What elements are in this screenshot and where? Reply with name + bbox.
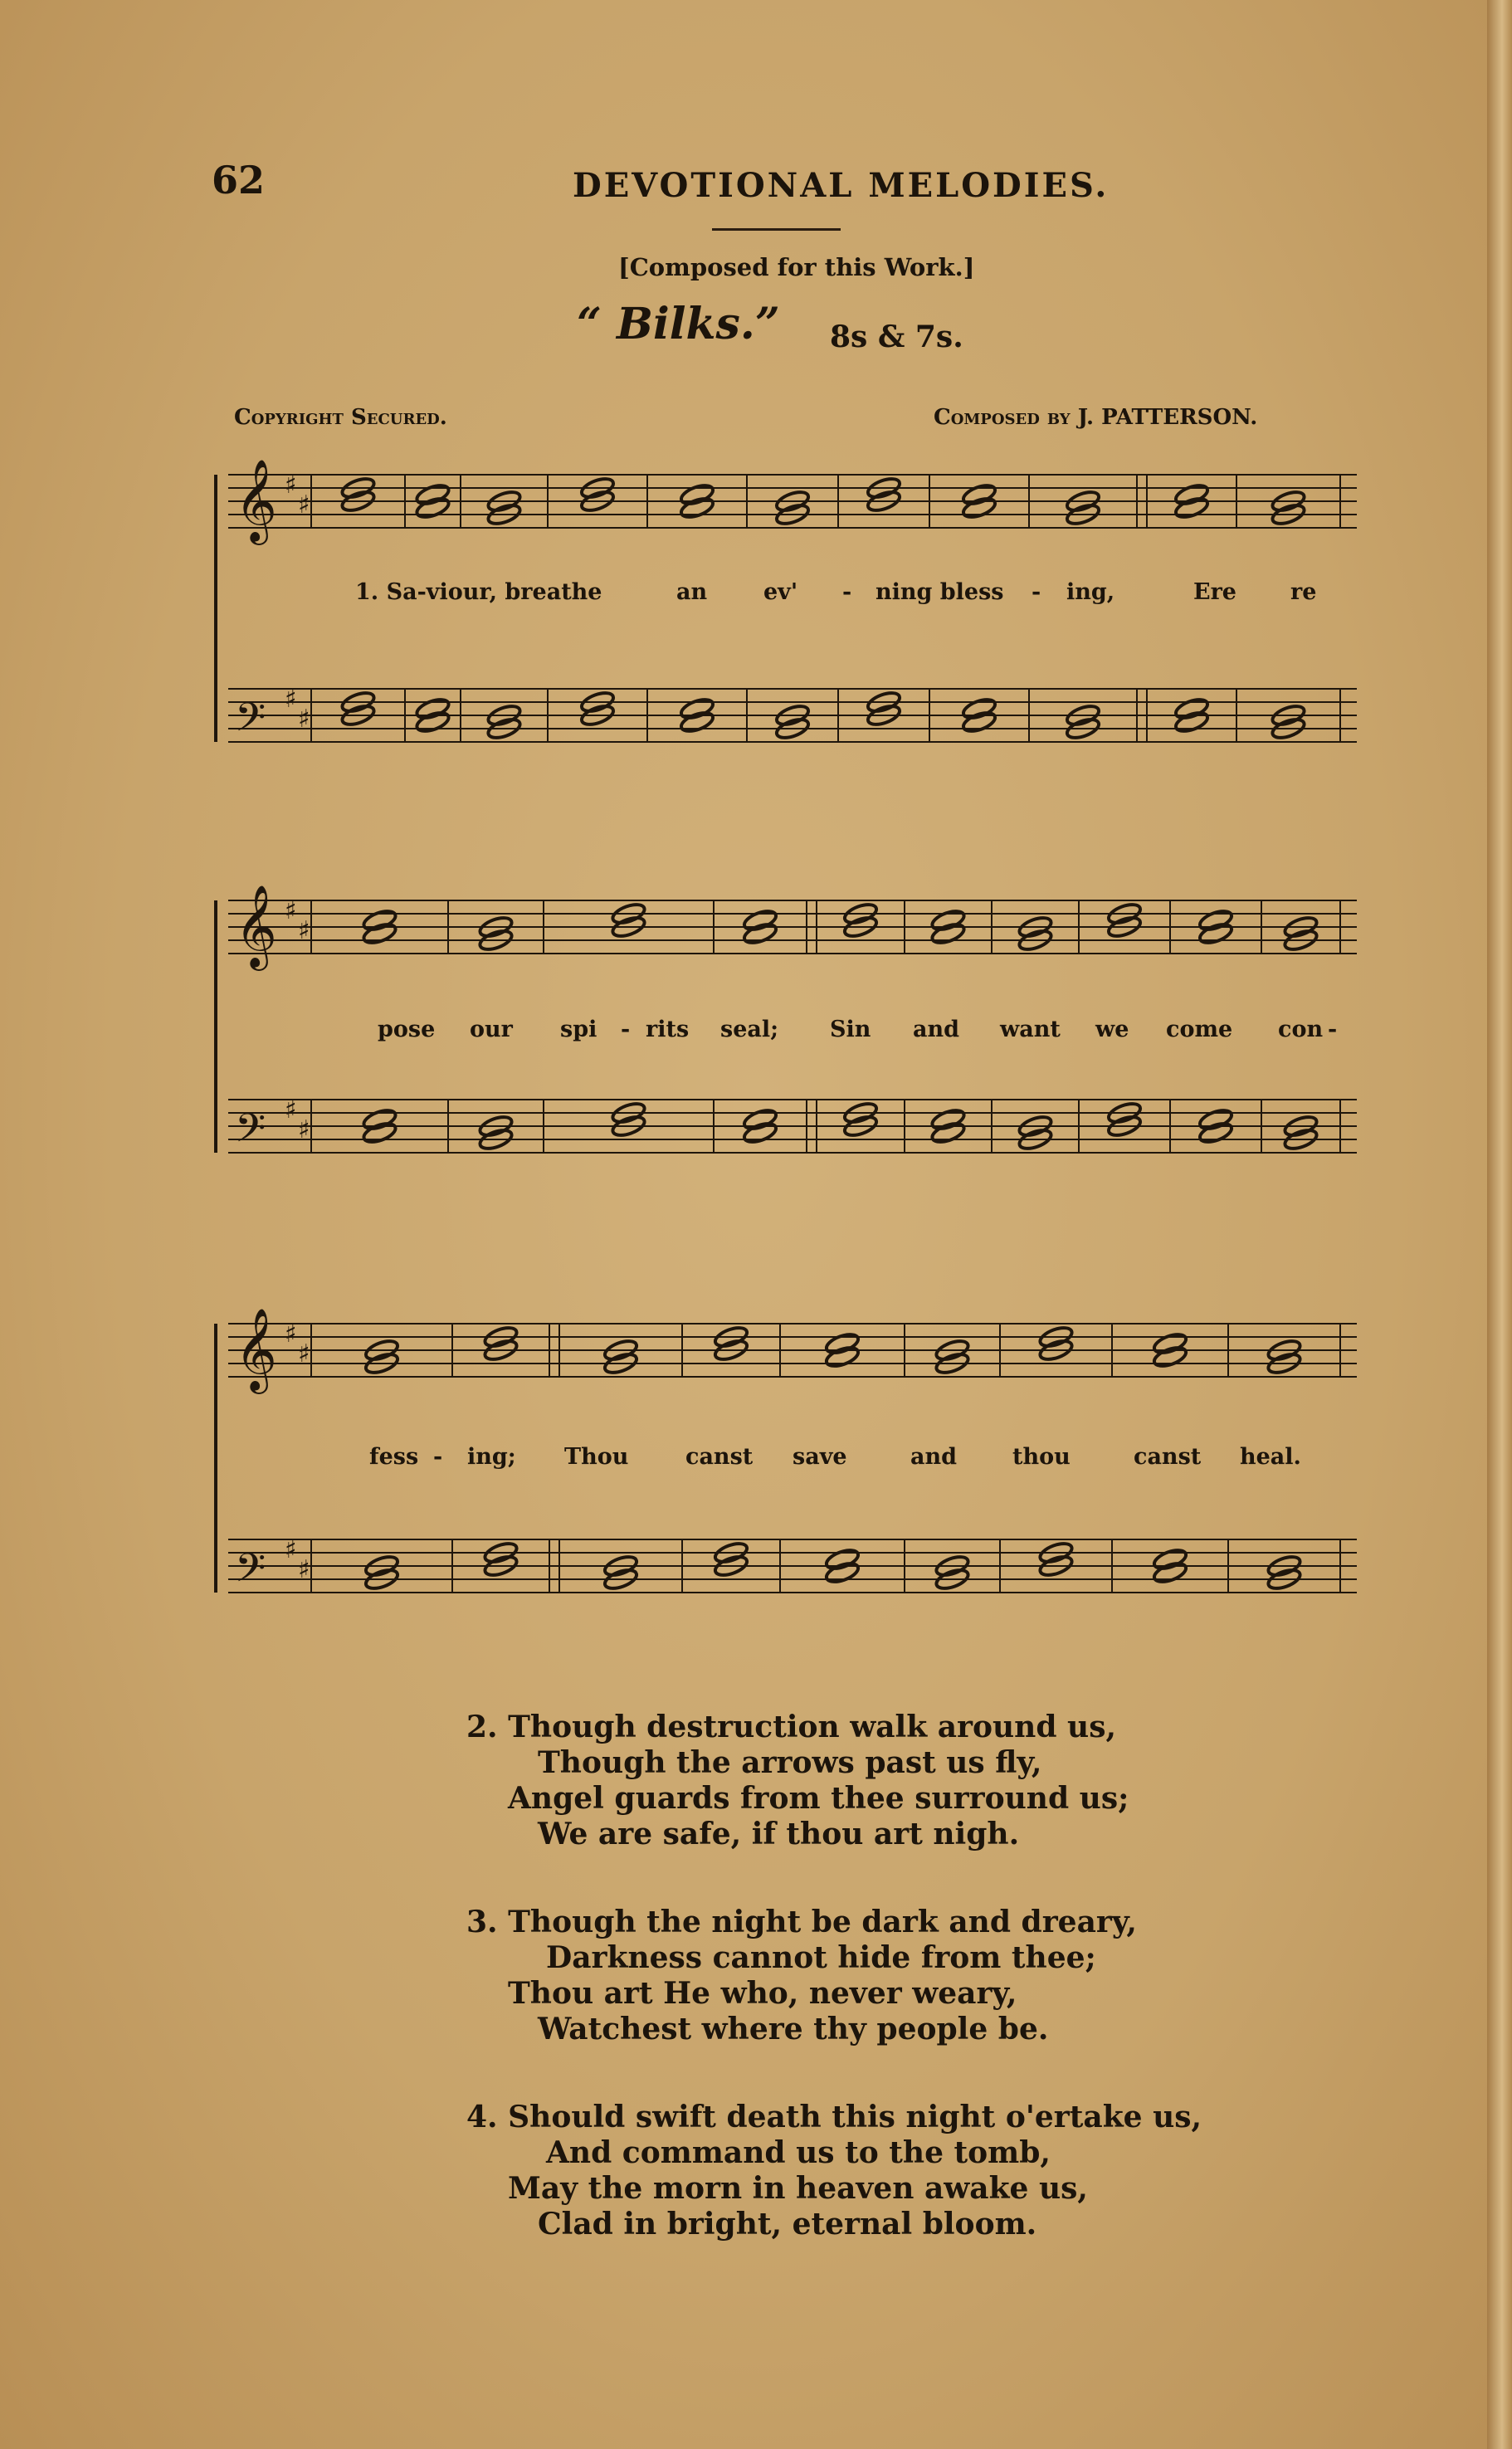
lyric-syllable: save	[793, 1444, 847, 1470]
note-head	[961, 495, 997, 521]
note-head	[1197, 908, 1234, 934]
lyric-syllable: seal;	[720, 1017, 779, 1042]
verse-line	[466, 1710, 1129, 1745]
lyric-syllable: we	[1095, 1017, 1129, 1042]
lyric-syllable: an	[676, 579, 708, 605]
lyric-syllable: ing;	[467, 1444, 516, 1470]
note-head	[1197, 1120, 1234, 1146]
lyric-syllable: and	[913, 1017, 960, 1042]
note-head	[930, 908, 967, 934]
sharp-icon: ♯	[285, 1535, 297, 1564]
verse-3	[466, 1905, 1137, 2047]
verse-line	[466, 1905, 1137, 1940]
bass-clef-icon: 𝄢	[235, 1544, 266, 1601]
lyric-syllable: -	[1032, 579, 1041, 605]
note-head	[1197, 921, 1234, 947]
note-head	[362, 921, 398, 947]
note-head	[961, 710, 997, 735]
lyric-syllable: -	[842, 579, 852, 605]
verse-line: May the morn in heaven awake us,	[508, 2171, 1088, 2206]
note-head	[679, 710, 715, 735]
note-head	[415, 696, 451, 722]
lyric-syllable: fess	[369, 1444, 419, 1470]
lyric-syllable: pose	[378, 1017, 436, 1042]
treble-clef-icon: 𝄞	[235, 885, 277, 968]
note-head	[824, 1344, 861, 1370]
lyric-syllable: our	[470, 1017, 513, 1042]
lyric-syllable: come	[1166, 1017, 1233, 1042]
note-head	[415, 482, 451, 508]
sharp-icon: ♯	[285, 685, 297, 714]
note-head	[415, 495, 451, 521]
sharp-icon: ♯	[298, 1115, 310, 1144]
sharp-icon: ♯	[298, 490, 310, 520]
sharp-icon: ♯	[298, 1339, 310, 1368]
note-head	[415, 710, 451, 735]
verse-text: Though destruction walk around us,	[508, 1710, 1117, 1744]
lyric-syllable: canst	[685, 1444, 754, 1470]
verse-4	[466, 2100, 1202, 2242]
lyric-syllable: Thou	[564, 1444, 629, 1470]
lyric-syllable: Sin	[830, 1017, 871, 1042]
tune-name: “ Bilks.”	[577, 299, 780, 349]
running-title: DEVOTIONAL MELODIES.	[573, 166, 1110, 205]
note-head	[1152, 1547, 1188, 1573]
lyric-syllable: spi	[560, 1017, 597, 1042]
composer-credit: Composed by J. PATTERSON.	[934, 405, 1258, 430]
note-head	[961, 482, 997, 508]
lyric-syllable: rits	[646, 1017, 690, 1042]
note-head	[742, 1120, 778, 1146]
lyric-syllable: -	[433, 1444, 443, 1470]
verse-line: Thou art He who, never weary,	[508, 1976, 1017, 2011]
treble-clef-icon: 𝄞	[235, 459, 277, 542]
note-head	[824, 1331, 861, 1357]
note-head	[742, 1107, 778, 1133]
sharp-icon: ♯	[285, 896, 297, 925]
page-number: 62	[212, 158, 266, 202]
note-head	[930, 1107, 967, 1133]
note-head	[824, 1560, 861, 1586]
lyric-syllable: Ere	[1193, 579, 1236, 605]
composition-note: [Composed for this Work.]	[618, 253, 975, 281]
verse-2	[466, 1710, 1129, 1852]
note-head	[1173, 495, 1210, 521]
verse-line: Darkness cannot hide from thee;	[546, 1940, 1096, 1975]
lyric-syllable: -	[1328, 1017, 1338, 1042]
verse-number: 4.	[466, 2100, 498, 2134]
lyric-syllable: ev'	[763, 579, 798, 605]
note-head	[1173, 710, 1210, 735]
verse-number: 2.	[466, 1710, 498, 1744]
note-head	[679, 696, 715, 722]
bass-clef-icon: 𝄢	[235, 694, 266, 750]
lyric-syllable: want	[1000, 1017, 1061, 1042]
note-head	[1173, 696, 1210, 722]
note-head	[742, 921, 778, 947]
note-head	[362, 1120, 398, 1146]
verse-line: And command us to the tomb,	[546, 2135, 1051, 2170]
verse-text: Though the night be dark and dreary,	[508, 1905, 1137, 1939]
sharp-icon: ♯	[298, 705, 310, 734]
lyric-syllable: ing,	[1066, 579, 1115, 605]
note-head	[930, 921, 967, 947]
note-head	[679, 482, 715, 508]
lyric-syllable: re	[1290, 579, 1317, 605]
verse-text: Should swift death this night o'ertake us,	[508, 2100, 1202, 2134]
note-head	[362, 1107, 398, 1133]
verse-line: Angel guards from thee surround us;	[508, 1781, 1129, 1816]
sharp-icon: ♯	[285, 471, 297, 500]
note-head	[930, 1120, 967, 1146]
lyric-syllable: con	[1278, 1017, 1324, 1042]
note-head	[1152, 1331, 1188, 1357]
note-head	[679, 495, 715, 521]
verse-line	[466, 2100, 1202, 2135]
note-head	[961, 696, 997, 722]
note-head	[1152, 1560, 1188, 1586]
note-head	[824, 1547, 861, 1573]
sharp-icon: ♯	[298, 1555, 310, 1584]
note-head	[1197, 1107, 1234, 1133]
sharp-icon: ♯	[298, 916, 310, 945]
hymn-meter: 8s & 7s.	[830, 320, 963, 354]
lyric-syllable: canst	[1134, 1444, 1202, 1470]
verse-line: Watchest where thy people be.	[538, 2012, 1049, 2047]
lyric-syllable: thou	[1012, 1444, 1071, 1470]
note-head	[742, 908, 778, 934]
bass-clef-icon: 𝄢	[235, 1105, 266, 1161]
treble-clef-icon: 𝄞	[235, 1308, 277, 1391]
lyric-syllable: 1. Sa-viour, breathe	[355, 579, 602, 605]
sharp-icon: ♯	[285, 1320, 297, 1349]
lyric-syllable: ning bless	[875, 579, 1004, 605]
verse-line: Clad in bright, eternal bloom.	[538, 2207, 1037, 2242]
note-head	[1152, 1344, 1188, 1370]
sharp-icon: ♯	[285, 1095, 297, 1124]
copyright-notice: Copyright Secured.	[234, 405, 447, 430]
verse-line: Though the arrows past us fly,	[538, 1745, 1042, 1780]
verse-number: 3.	[466, 1905, 498, 1939]
lyric-syllable: and	[910, 1444, 958, 1470]
note-head	[1173, 482, 1210, 508]
note-head	[362, 908, 398, 934]
lyric-syllable: heal.	[1240, 1444, 1301, 1470]
verse-line: We are safe, if thou art nigh.	[538, 1817, 1020, 1851]
lyric-syllable: -	[621, 1017, 631, 1042]
